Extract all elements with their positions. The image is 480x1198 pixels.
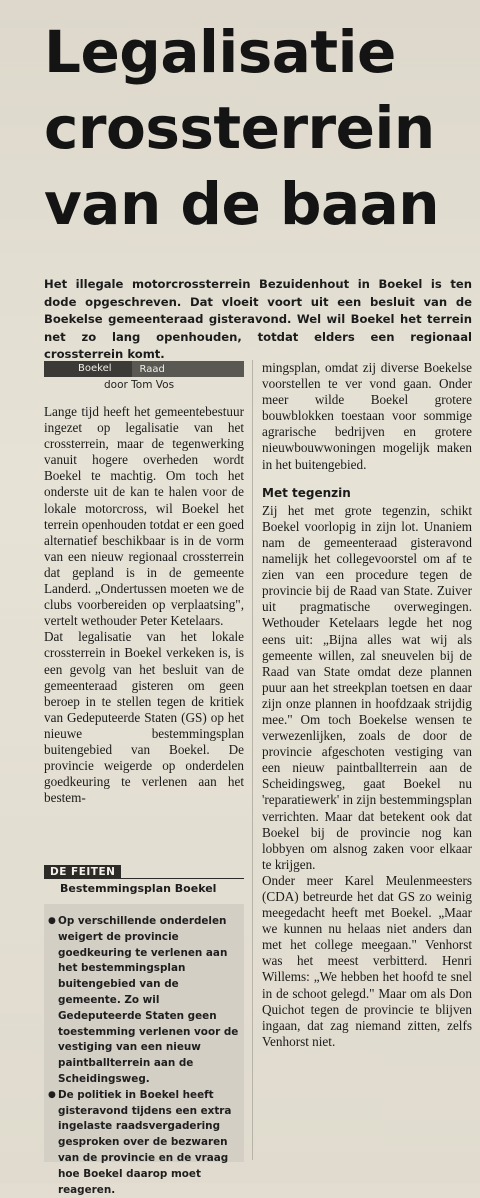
- body-paragraph: Onder meer Karel Meulenmeesters (CDA) betreurde het dat GS zo weinig meegedacht heeft met Boekel. „Maar we kunnen nu helaas niet anders dan met het college meegaan." Venhorst was het meest verbitterd. Henri Willems: „We hebben het hoofd te snel in de schoot gelegd." Maar om als Don Quichot tegen de provincie te blijven ingaan, dat zag niemand zitten, zelfs Venhorst niet.: [262, 872, 472, 1049]
- lead-paragraph: [44, 276, 472, 364]
- body-paragraph: Lange tijd heeft het gemeentebestuur ingezet op legalisatie van het crossterrein, maar de tegenwerking vanuit hogere overheden wordt Boekel te machtig. Om toch het onderste uit de kan te halen voor de lokale motorcross, wil Boekel het terrein openhouden totdat er een goed alternatief beschikbaar is in de vorm van een nieuw regionaal crossterrein dat gepland is in de gemeente Landerd. „Ondertussen moeten we de clubs voorbereiden op verplaatsing", vertelt wethouder Peter Ketelaars.: [44, 404, 244, 629]
- subheading: Met tegenzin: [262, 485, 351, 500]
- bullet-icon: ●: [48, 1089, 56, 1100]
- facts-label-bar: [44, 865, 244, 879]
- facts-label: DE FEITEN: [44, 865, 121, 879]
- body-paragraph: Dat legalisatie van het lokale crossterrein in Boekel verkeken is, is een gevolg van het besluit van de gemeenteraad gisteren om geen beroep in te stellen tegen de kritiek van Gedeputeerde Staten (GS) op het nieuwe bestemmingsplan buitengebied van Boekel. De provincie weigerde op onderdelen goedkeuring te verlenen aan het bestem-: [44, 629, 244, 806]
- headline-line: Legalisatie: [44, 18, 396, 86]
- facts-item-text: De politiek in Boekel heeft gisteravond tijdens een extra ingelaste raadsvergadering gesproken over de bezwaren van de provincie en de vraag hoe Boekel daarop moet reageren.: [58, 1088, 232, 1196]
- facts-item: [48, 1088, 242, 1198]
- column-divider: [252, 360, 253, 1160]
- tag-category: Raad: [139, 363, 165, 375]
- facts-item: [48, 914, 242, 1088]
- headline: [44, 14, 474, 242]
- byline: door Tom Vos: [104, 379, 175, 391]
- tag-place: Boekel: [44, 361, 132, 377]
- facts-title: Bestemmingsplan Boekel: [60, 882, 217, 895]
- bullet-icon: ●: [48, 916, 56, 926]
- lead-text: Het illegale motorcrossterrein Bezuidenhout in Boekel is ten dode opgeschreven. Dat vloeit voort uit een besluit van de Boekelse gemeenteraad gisteravond. Wel wil Boekel het terrein net zo lang openhouden, totdat elders een regionaal crossterrein komt.: [44, 277, 472, 361]
- body-paragraph: Zij het met grote tegenzin, schikt Boekel voorlopig in zijn lot. Unaniem nam de gemeenteraad gisteravond namelijk het collegevoorstel om af te zien van een procedure tegen de provincie bij de Raad van State. Zuiver uit pragmatische overwegingen. Wethouder Ketelaars legde het nog eens uit: „Bijna alles wat wij als gemeente willen, zal sneuvelen bij de Raad van State omdat deze plannen puur aan het streekplan toetsen en daar zijn onze plannen in hoofdzaak strijdig mee." Om toch Boekelse wensen te verwezenlijken, zoals de door de provincie afgeschoten vestiging van een nieuw paintballterrein aan de Scheidingsweg, gaat Boekel nu 'reparatiewerk' in zijn bestemmingsplan verrichten. Maar dat betekent ook dat Boekel bij de provincie nog kan lobbyen om alsnog zaken voor elkaar te krijgen.: [262, 502, 472, 872]
- facts-rule: [121, 865, 244, 879]
- facts-list: [48, 914, 242, 1198]
- headline-line: van de baan: [44, 170, 440, 238]
- section-tag: [44, 361, 244, 377]
- body-paragraph: mingsplan, omdat zij diverse Boekelse voorstellen te ver vond gaan. Onder meer wilde Boekel grotere bouwblokken toestaan voor sommige agrarische bedrijven en grotere nieuwbouwwoningen mogelijk maken in het buitengebied.: [262, 360, 472, 472]
- article-column-2: [262, 360, 472, 1050]
- article-column-1: [44, 404, 244, 806]
- headline-line: crossterrein: [44, 94, 435, 162]
- facts-item-text: Op verschillende onderdelen weigert de provincie goedkeuring te verlenen aan het bestemmingsplan buitengebied van de gemeente. Zo wil Gedeputeerde Staten geen toestemming verlenen voor de vestiging van een nieuw paintballterrein aan de Scheidingsweg.: [58, 915, 239, 1085]
